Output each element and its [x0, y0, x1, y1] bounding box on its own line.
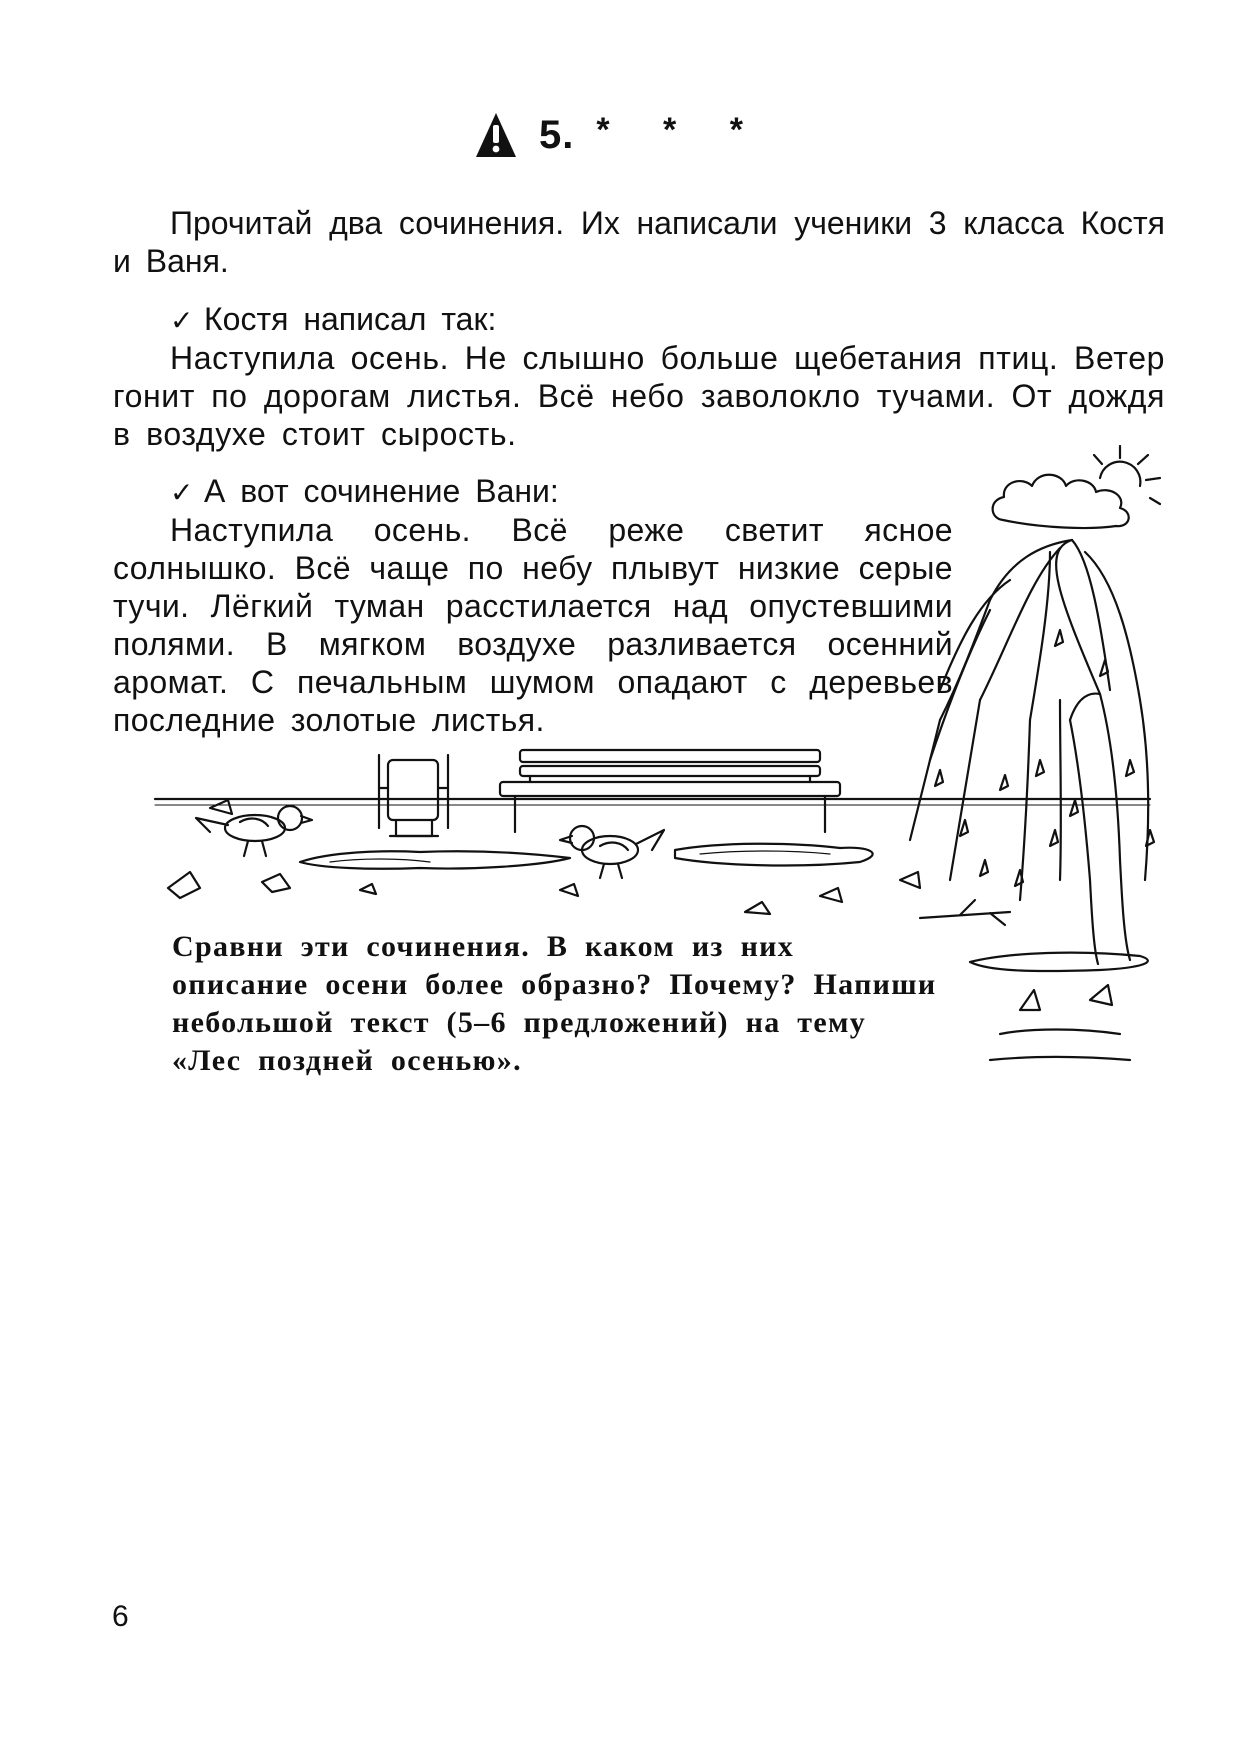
difficulty-stars: * * *	[596, 110, 765, 149]
kostya-label-line	[170, 300, 496, 340]
bird-icon	[196, 806, 312, 856]
task-heading	[0, 112, 1240, 158]
task-question: Сравни эти сочинения. В каком из них описание осени более образно? Почему? Напиши небольшой текст (5–6 предложений) на тему «Лес поздней осенью».	[172, 930, 937, 1077]
kostya-label: Костя написал так:	[204, 301, 497, 337]
trash-bin-icon	[379, 755, 448, 836]
bird-icon	[560, 826, 664, 878]
checkmark-icon: ✓	[170, 304, 194, 337]
intro-paragraph: Прочитай два сочинения. Их написали ученики 3 класса Костя и Ваня.	[113, 205, 1165, 279]
page-number: 6	[112, 1600, 129, 1633]
cloud-sun-icon	[993, 446, 1160, 528]
puddle	[300, 851, 570, 869]
vanya-label-line	[170, 472, 559, 512]
fallen-leaf-icon	[168, 800, 920, 914]
warning-triangle-icon	[475, 112, 517, 158]
puddle	[675, 844, 873, 866]
kostya-essay: Наступила осень. Не слышно больше щебетания птиц. Ветер гонит по дорогам листья. Всё небо заволокло тучами. От дождя в воздухе стоит сырость.	[113, 340, 1165, 452]
vanya-label: А вот сочинение Вани:	[204, 473, 559, 509]
checkmark-icon: ✓	[170, 476, 194, 509]
task-number: 5.	[539, 112, 575, 157]
bench-icon	[500, 750, 840, 832]
vanya-essay: Наступила осень. Всё реже светит ясное солнышко. Всё чаще по небу плывут низкие серые тучи. Лёгкий туман расстилается над опустевшими полями. В мягком воздухе разливается осенний аромат. С печальным шумом опадают с деревьев последние золотые листья.	[113, 512, 953, 738]
